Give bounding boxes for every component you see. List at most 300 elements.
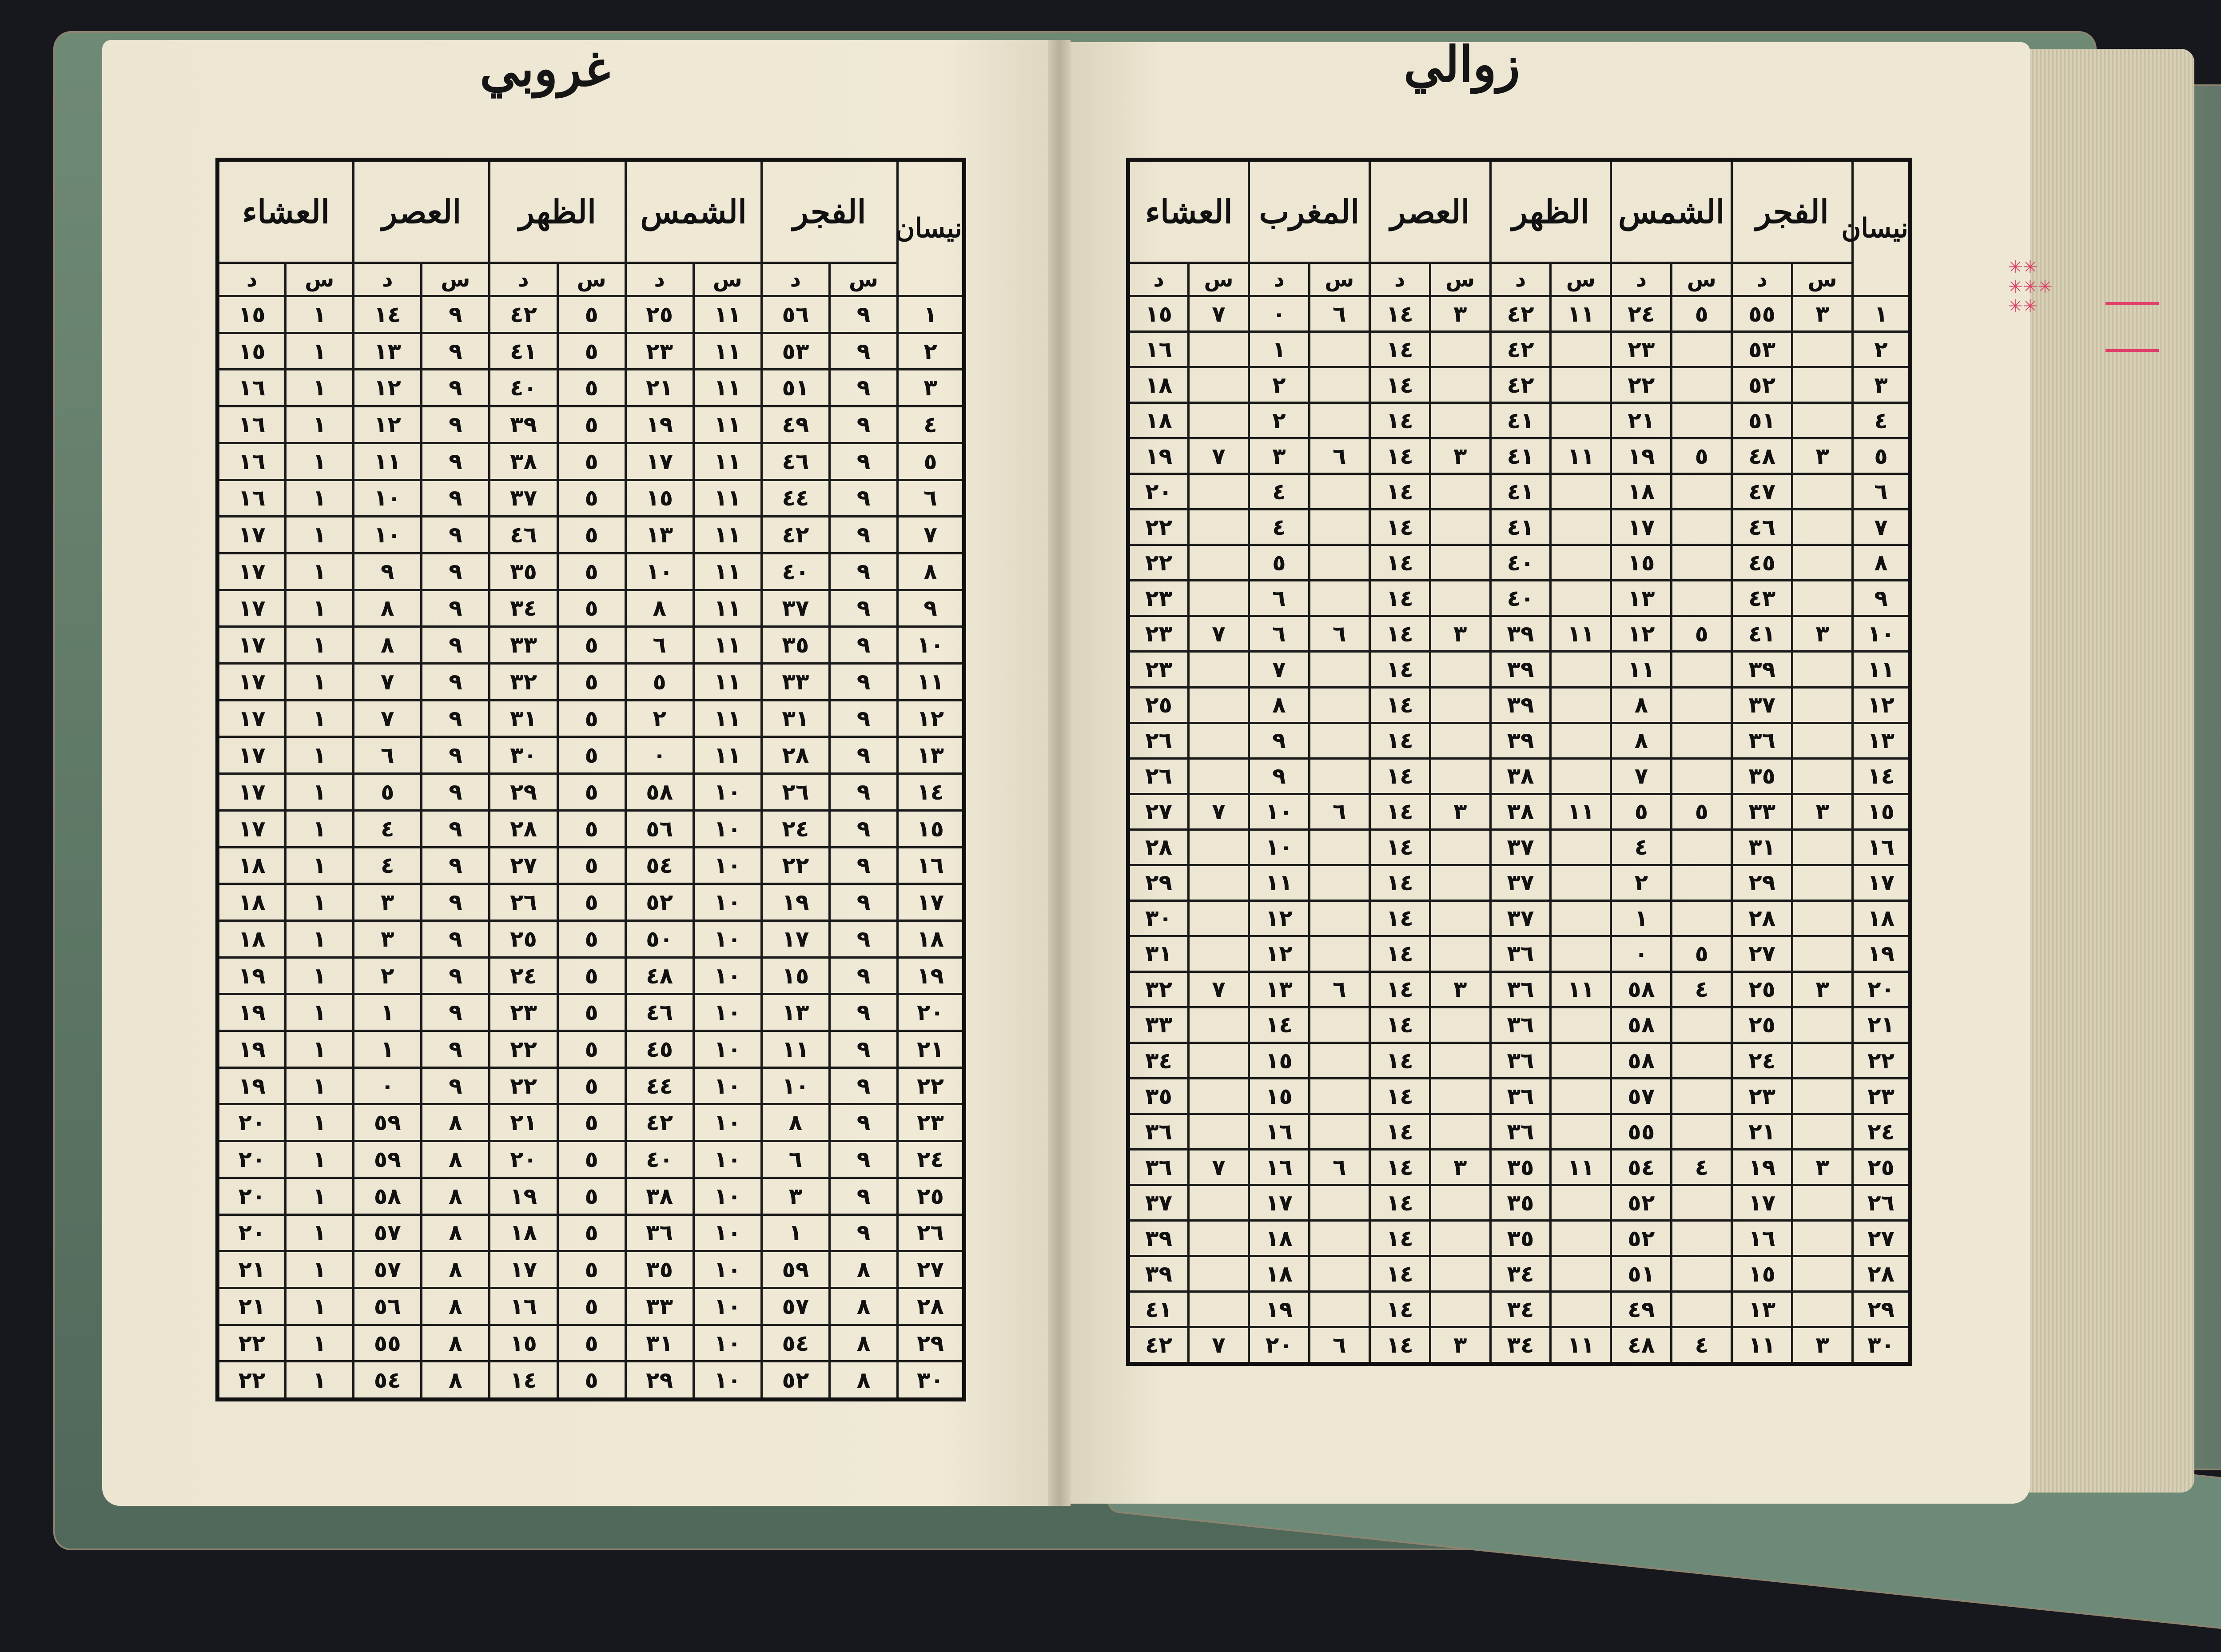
time-cell: ٢٤ <box>490 957 557 994</box>
time-cell: ٢٧ <box>1732 936 1792 971</box>
table-row <box>218 333 964 370</box>
time-cell: ٤١ <box>1490 403 1551 438</box>
table-row <box>1128 1007 1911 1043</box>
time-cell: ٩ <box>829 957 897 994</box>
time-cell: ٣ <box>1249 438 1309 474</box>
time-cell: ٣٦ <box>1490 1043 1551 1078</box>
time-cell: ١٦ <box>218 480 286 517</box>
time-cell: ٤ <box>1611 829 1672 865</box>
time-cell: ١٨ <box>218 920 286 957</box>
dhuhr-header: الظهر <box>490 160 625 263</box>
time-cell: ٥ <box>557 1325 625 1361</box>
time-cell: ١١ <box>693 480 761 517</box>
time-cell: ٩ <box>422 590 490 627</box>
time-cell: ٣٣ <box>490 627 557 664</box>
time-cell: ٣ <box>1430 438 1490 474</box>
time-cell <box>1551 1007 1611 1043</box>
dhuhr-header: الظهر <box>1490 160 1611 263</box>
time-cell <box>1309 403 1369 438</box>
time-cell <box>1189 1292 1249 1327</box>
time-cell: ٣٢ <box>490 664 557 701</box>
day-number-cell: ٥ <box>1853 438 1911 474</box>
day-number-cell: ١١ <box>1853 652 1911 687</box>
time-cell: ٣٩ <box>1128 1221 1189 1256</box>
day-number-cell: ٢٣ <box>1853 1079 1911 1114</box>
time-cell: ١١ <box>1551 1327 1611 1364</box>
time-cell <box>1672 367 1732 403</box>
table-row <box>1128 971 1911 1007</box>
time-cell: ١٧ <box>1732 1185 1792 1221</box>
time-cell <box>1672 332 1732 367</box>
time-cell: ٣٦ <box>625 1214 693 1251</box>
time-cell: ٣ <box>761 1178 829 1214</box>
time-cell: ١٠ <box>693 920 761 957</box>
day-number-cell: ١٤ <box>898 774 964 811</box>
time-cell <box>1189 1114 1249 1150</box>
time-cell: ٨ <box>1611 723 1672 758</box>
time-cell: ١٩ <box>1128 438 1189 474</box>
time-cell: ٩ <box>422 480 490 517</box>
time-cell <box>1189 581 1249 616</box>
table-row <box>1128 438 1911 474</box>
time-cell: ٤ <box>1249 474 1309 510</box>
time-cell: ٩ <box>829 994 897 1031</box>
time-cell: ٩ <box>829 443 897 480</box>
time-cell: ٤٤ <box>625 1067 693 1104</box>
time-cell: ١٤ <box>1369 332 1430 367</box>
time-cell: ٩ <box>422 406 490 443</box>
time-cell: ١١ <box>693 664 761 701</box>
day-number-cell: ٦ <box>898 480 964 517</box>
time-cell: ١٠ <box>693 1361 761 1400</box>
time-cell: ١٤ <box>1369 652 1430 687</box>
day-number-cell: ٢٦ <box>898 1214 964 1251</box>
time-cell <box>1792 581 1853 616</box>
time-cell: ٥ <box>1672 936 1732 971</box>
time-cell <box>1189 652 1249 687</box>
time-cell: ٨ <box>829 1288 897 1325</box>
time-cell: ١٥ <box>1732 1256 1792 1292</box>
time-cell: ١ <box>286 296 354 333</box>
time-cell: ١٢ <box>354 370 422 406</box>
time-cell: ٣٢ <box>1128 971 1189 1007</box>
time-cell: ١٤ <box>1369 1292 1430 1327</box>
time-cell: ٣ <box>1792 1327 1853 1364</box>
time-cell: ٩ <box>422 1031 490 1068</box>
time-cell: ٤٢ <box>490 296 557 333</box>
time-cell: ١١ <box>693 370 761 406</box>
time-cell: ٧ <box>1611 758 1672 794</box>
time-cell: ٥ <box>1672 794 1732 829</box>
time-cell: ١٤ <box>1369 1256 1430 1292</box>
time-cell: ٣٩ <box>1128 1256 1189 1292</box>
minutes-subheader: د <box>1490 263 1551 296</box>
time-cell: ١٤ <box>1369 545 1430 581</box>
minutes-subheader: د <box>761 263 829 296</box>
time-cell <box>1309 545 1369 581</box>
time-cell <box>1189 474 1249 510</box>
time-cell: ٨ <box>422 1214 490 1251</box>
minutes-subheader: د <box>1369 263 1430 296</box>
time-cell: ٠ <box>625 737 693 774</box>
time-cell: ٣٧ <box>1490 829 1551 865</box>
table-row <box>1128 1327 1911 1364</box>
table-row <box>218 957 964 994</box>
time-cell: ٢ <box>354 957 422 994</box>
time-cell: ٣٩ <box>490 406 557 443</box>
time-cell: ١٨ <box>218 884 286 921</box>
time-cell: ٧ <box>1189 971 1249 1007</box>
time-cell: ٥ <box>557 443 625 480</box>
time-cell: ١٠ <box>693 1214 761 1251</box>
time-cell: ٣٤ <box>1128 1043 1189 1078</box>
time-cell: ٥ <box>557 1031 625 1068</box>
time-cell: ٢٣ <box>490 994 557 1031</box>
table-row <box>218 1288 964 1325</box>
time-cell <box>1792 1043 1853 1078</box>
time-cell <box>1430 865 1490 900</box>
time-cell <box>1551 1292 1611 1327</box>
time-cell: ١ <box>286 1288 354 1325</box>
time-cell: ٣٦ <box>1490 936 1551 971</box>
time-cell <box>1672 1114 1732 1150</box>
left-page-title: غروبي <box>480 40 610 97</box>
day-number-cell: ٤ <box>898 406 964 443</box>
time-cell <box>1309 581 1369 616</box>
time-cell: ١١ <box>693 590 761 627</box>
time-cell: ٨ <box>422 1361 490 1400</box>
time-cell: ٢١ <box>625 370 693 406</box>
time-cell: ١١ <box>693 333 761 370</box>
day-number-cell: ٢٥ <box>898 1178 964 1214</box>
time-cell: ٣٧ <box>761 590 829 627</box>
time-cell: ٩ <box>829 553 897 590</box>
time-cell <box>1189 829 1249 865</box>
time-cell: ٢١ <box>218 1288 286 1325</box>
time-cell: ٣١ <box>625 1325 693 1361</box>
time-cell: ٣٨ <box>490 443 557 480</box>
time-cell: ٥٩ <box>354 1104 422 1141</box>
time-cell: ٦ <box>1309 1327 1369 1364</box>
time-cell: ٥ <box>557 517 625 553</box>
time-cell: ٣٥ <box>490 553 557 590</box>
time-cell: ٢٦ <box>490 884 557 921</box>
time-cell: ١٥ <box>1249 1079 1309 1114</box>
table-row <box>1128 1114 1911 1150</box>
time-cell: ٢٨ <box>1732 900 1792 936</box>
time-cell: ٩ <box>422 553 490 590</box>
day-number-cell: ١٨ <box>898 920 964 957</box>
time-cell: ١١ <box>1732 1327 1792 1364</box>
time-cell: ٧ <box>1189 616 1249 652</box>
table-row <box>1128 758 1911 794</box>
time-cell: ٥ <box>557 333 625 370</box>
day-number-cell: ١٥ <box>898 810 964 847</box>
time-cell: ١٧ <box>218 774 286 811</box>
day-number-cell: ١٥ <box>1853 794 1911 829</box>
time-cell: ٦ <box>1309 296 1369 332</box>
table-row <box>218 370 964 406</box>
time-cell: ١٧ <box>761 920 829 957</box>
day-number-cell: ١٩ <box>1853 936 1911 971</box>
time-cell: ٣١ <box>761 700 829 737</box>
time-cell: ١٧ <box>218 810 286 847</box>
time-cell: ٣ <box>1430 1150 1490 1185</box>
table-row <box>1128 332 1911 367</box>
time-cell: ٦ <box>1309 971 1369 1007</box>
sunrise-header: الشمس <box>625 160 761 263</box>
time-cell <box>1430 403 1490 438</box>
time-cell: ٤٤ <box>761 480 829 517</box>
time-cell: ١٣ <box>761 994 829 1031</box>
time-cell: ٥٩ <box>761 1251 829 1288</box>
time-cell: ٥٥ <box>1611 1114 1672 1150</box>
time-cell <box>1551 758 1611 794</box>
time-cell <box>1551 1221 1611 1256</box>
time-cell: ٤ <box>1672 971 1732 1007</box>
time-cell: ١٠ <box>693 1251 761 1288</box>
time-cell: ٩ <box>422 1067 490 1104</box>
maghrib-header: المغرب <box>1249 160 1369 263</box>
day-number-cell: ١٧ <box>1853 865 1911 900</box>
time-cell: ١ <box>286 1067 354 1104</box>
time-cell: ٤٠ <box>625 1141 693 1178</box>
day-number-cell: ١١ <box>898 664 964 701</box>
time-cell: ٥٨ <box>354 1178 422 1214</box>
time-cell: ٢٤ <box>761 810 829 847</box>
table-row <box>1128 1185 1911 1221</box>
time-cell: ٥٦ <box>761 296 829 333</box>
time-cell: ١٠ <box>693 994 761 1031</box>
time-cell: ١٨ <box>1249 1221 1309 1256</box>
time-cell: ٣٥ <box>1128 1079 1189 1114</box>
time-cell: ٨ <box>829 1361 897 1400</box>
time-cell: ٣٥ <box>625 1251 693 1288</box>
time-cell: ٥ <box>557 920 625 957</box>
table-row <box>1128 510 1911 545</box>
time-cell <box>1551 581 1611 616</box>
time-cell: ٢٢ <box>1128 510 1189 545</box>
time-cell: ٣٩ <box>1490 652 1551 687</box>
time-cell <box>1430 581 1490 616</box>
time-cell: ٢٢ <box>218 1361 286 1400</box>
time-cell: ٥٤ <box>354 1361 422 1400</box>
time-cell: ٦ <box>1249 616 1309 652</box>
time-cell: ٠ <box>1611 936 1672 971</box>
time-cell: ١ <box>286 1251 354 1288</box>
time-cell: ٢٠ <box>218 1178 286 1214</box>
time-cell <box>1189 1185 1249 1221</box>
time-cell: ١٤ <box>1369 1114 1430 1150</box>
day-number-cell: ٥ <box>898 443 964 480</box>
time-cell: ٥١ <box>761 370 829 406</box>
time-cell: ٤ <box>1672 1150 1732 1185</box>
time-cell: ٦ <box>1309 794 1369 829</box>
day-number-cell: ٨ <box>898 553 964 590</box>
time-cell: ٤٦ <box>625 994 693 1031</box>
time-cell: ١ <box>286 553 354 590</box>
time-cell <box>1792 403 1853 438</box>
time-cell: ٥٨ <box>625 774 693 811</box>
time-cell <box>1189 545 1249 581</box>
time-cell: ٣٦ <box>1490 1114 1551 1150</box>
time-cell: ٨ <box>1249 687 1309 723</box>
time-cell: ٣٥ <box>1732 758 1792 794</box>
time-cell <box>1430 1007 1490 1043</box>
time-cell: ٣ <box>354 884 422 921</box>
time-cell: ١١ <box>1551 296 1611 332</box>
time-cell: ١ <box>286 1325 354 1361</box>
time-cell <box>1672 1007 1732 1043</box>
time-cell: ٩ <box>829 700 897 737</box>
day-number-cell: ٢٤ <box>1853 1114 1911 1150</box>
time-cell <box>1309 1114 1369 1150</box>
table-row <box>218 774 964 811</box>
time-cell: ٥ <box>557 737 625 774</box>
time-cell: ٣٤ <box>1490 1256 1551 1292</box>
time-cell <box>1309 510 1369 545</box>
time-cell: ١ <box>286 957 354 994</box>
time-cell: ٣٠ <box>490 737 557 774</box>
time-cell <box>1309 936 1369 971</box>
time-cell: ١٩ <box>1611 438 1672 474</box>
time-cell: ٣٧ <box>490 480 557 517</box>
time-cell: ٢٦ <box>1128 758 1189 794</box>
table-row <box>1128 1043 1911 1078</box>
time-cell: ١ <box>286 737 354 774</box>
day-number-cell: ٢ <box>1853 332 1911 367</box>
time-cell: ١٦ <box>218 443 286 480</box>
time-cell: ٣٤ <box>490 590 557 627</box>
time-cell: ٢٥ <box>1732 971 1792 1007</box>
time-cell <box>1189 900 1249 936</box>
table-row <box>1128 652 1911 687</box>
time-cell: ٩ <box>829 847 897 884</box>
time-cell: ٩ <box>422 884 490 921</box>
time-cell: ١٩ <box>218 1067 286 1104</box>
day-number-cell: ٢٨ <box>1853 1256 1911 1292</box>
time-cell: ٩ <box>829 884 897 921</box>
table-row <box>218 1361 964 1400</box>
time-cell: ٩ <box>829 296 897 333</box>
time-cell: ٥ <box>557 480 625 517</box>
time-cell: ١ <box>286 847 354 884</box>
time-cell: ٦ <box>1309 438 1369 474</box>
time-cell <box>1309 1079 1369 1114</box>
time-cell <box>1551 829 1611 865</box>
hours-subheader: س <box>422 263 490 296</box>
time-cell: ١٨ <box>1249 1256 1309 1292</box>
time-cell <box>1792 900 1853 936</box>
time-cell: ٣ <box>1792 616 1853 652</box>
time-cell <box>1551 1079 1611 1114</box>
time-cell: ١١ <box>693 443 761 480</box>
time-cell: ٥ <box>557 1178 625 1214</box>
time-cell <box>1309 474 1369 510</box>
time-cell: ٧ <box>1249 652 1309 687</box>
time-cell <box>1430 829 1490 865</box>
time-cell: ١٧ <box>625 443 693 480</box>
time-cell: ٣٦ <box>1490 1079 1551 1114</box>
book-gutter <box>1048 40 1071 1506</box>
time-cell: ٣ <box>1430 616 1490 652</box>
time-cell: ٥ <box>557 994 625 1031</box>
time-cell: ١ <box>286 664 354 701</box>
time-cell: ٥١ <box>1611 1256 1672 1292</box>
time-cell: ٧ <box>354 664 422 701</box>
time-cell: ٤ <box>1672 1327 1732 1364</box>
time-cell <box>1309 1292 1369 1327</box>
time-cell: ١٧ <box>218 517 286 553</box>
time-cell <box>1792 1256 1853 1292</box>
day-number-cell: ١٣ <box>1853 723 1911 758</box>
time-cell: ٤١ <box>490 333 557 370</box>
time-cell: ٤١ <box>1128 1292 1189 1327</box>
time-cell: ١٤ <box>1369 367 1430 403</box>
time-cell: ١٥ <box>761 957 829 994</box>
table-row <box>1128 403 1911 438</box>
time-cell: ٣ <box>1792 794 1853 829</box>
time-cell: ١٥ <box>1611 545 1672 581</box>
time-cell: ٣ <box>354 920 422 957</box>
day-number-cell: ٢٠ <box>1853 971 1911 1007</box>
day-number-cell: ١٠ <box>898 627 964 664</box>
time-cell: ٨ <box>829 1325 897 1361</box>
time-cell: ١٠ <box>693 1325 761 1361</box>
time-cell: ١٥ <box>218 296 286 333</box>
time-cell: ١٤ <box>1369 1327 1430 1364</box>
time-cell <box>1551 900 1611 936</box>
table-row <box>1128 1256 1911 1292</box>
time-cell: ١٤ <box>1369 1079 1430 1114</box>
time-cell: ١ <box>354 994 422 1031</box>
time-cell: ٣٣ <box>625 1288 693 1325</box>
day-number-cell: ١٣ <box>898 737 964 774</box>
time-cell: ٣١ <box>1128 936 1189 971</box>
time-cell: ٩ <box>422 333 490 370</box>
time-cell: ١ <box>286 333 354 370</box>
table-row <box>218 1178 964 1214</box>
time-cell: ١ <box>1249 332 1309 367</box>
time-cell: ٣١ <box>490 700 557 737</box>
time-cell: ٣ <box>1792 296 1853 332</box>
time-cell: ١٧ <box>1611 510 1672 545</box>
time-cell: ١٤ <box>1369 723 1430 758</box>
time-cell <box>1672 1221 1732 1256</box>
time-cell: ٢٤ <box>1611 296 1672 332</box>
time-cell: ٢٩ <box>1732 865 1792 900</box>
time-cell: ١٨ <box>1611 474 1672 510</box>
time-cell: ١٥ <box>218 333 286 370</box>
time-cell: ٢٧ <box>490 847 557 884</box>
time-cell: ٥ <box>354 774 422 811</box>
time-cell <box>1792 652 1853 687</box>
time-cell <box>1430 1043 1490 1078</box>
time-cell: ٢٧ <box>1128 794 1189 829</box>
time-cell: ٣٧ <box>1732 687 1792 723</box>
time-cell: ٠ <box>354 1067 422 1104</box>
time-cell: ١ <box>286 1214 354 1251</box>
time-cell: ٣ <box>1430 971 1490 1007</box>
time-cell: ٩ <box>829 406 897 443</box>
time-cell: ١٤ <box>1369 1221 1430 1256</box>
time-cell: ٥ <box>557 1288 625 1325</box>
time-cell: ٥ <box>557 664 625 701</box>
time-cell <box>1792 1114 1853 1150</box>
time-cell <box>1672 1185 1732 1221</box>
time-cell: ٣٥ <box>761 627 829 664</box>
table-row <box>1128 616 1911 652</box>
